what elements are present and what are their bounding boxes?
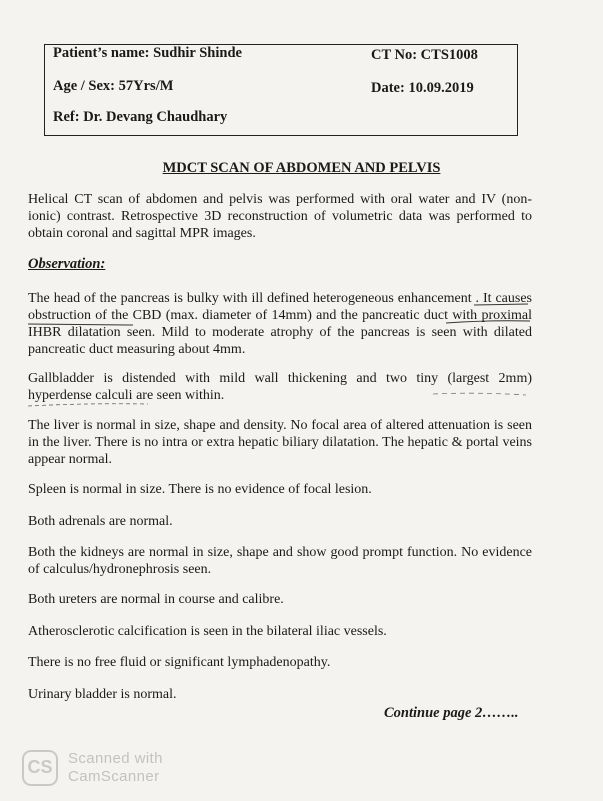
intro-paragraph: Helical CT scan of abdomen and pelvis was performed with oral water and IV (non-ionic) contrast. Retrospective 3D reconstruction of volumetric data was performed to obtain coronal and sagittal MPR images. <box>28 192 532 241</box>
finding-vessels: Atherosclerotic calcification is seen in the bilateral iliac vessels. <box>28 624 387 639</box>
finding-kidneys: Both the kidneys are normal in size, shape and show good prompt function. No evidence of calculus/hydronephrosis seen. <box>28 545 532 577</box>
camscanner-text: CamScanner <box>68 768 160 785</box>
observation-heading: Observation: <box>28 256 106 272</box>
pen-mark-causes <box>474 304 528 305</box>
camscanner-watermark <box>68 750 163 786</box>
finding-fluid: There is no free fluid or significant lymphadenopathy. <box>28 655 331 670</box>
pen-underline-marks <box>28 296 538 416</box>
pen-mark-proximal <box>446 321 530 323</box>
pen-mark-cbd <box>28 324 133 325</box>
finding-liver: The liver is normal in size, shape and density. No focal area of altered attenuation is seen in the liver. There is no intra or extra hepatic biliary dilatation. The hepatic & portal veins appear normal. <box>28 418 532 467</box>
finding-bladder: Urinary bladder is normal. <box>28 687 177 702</box>
camscanner-logo-icon: CS <box>22 750 58 786</box>
finding-ureters: Both ureters are normal in course and calibre. <box>28 592 284 607</box>
finding-pancreas: The head of the pancreas is bulky with ill defined heterogeneous enhancement . It causes obstruction of the CBD (max. diameter of 14mm) and the pancreatic duct with proximal IHBR dilatation seen. Mild to moderate atrophy of the pancreas is seen with dilated pancreatic duct measuring about 4mm. <box>28 291 532 357</box>
age-sex: Age / Sex: 57Yrs/M <box>53 78 174 94</box>
report-title-text: MDCT SCAN OF ABDOMEN AND PELVIS <box>162 160 441 176</box>
scanned-with-text: Scanned with <box>68 750 163 767</box>
ct-number: CT No: CTS1008 <box>371 47 478 63</box>
finding-gallbladder: Gallbladder is distended with mild wall thickening and two tiny (largest 2mm) hyperdense calculi are seen within. <box>28 371 532 403</box>
pen-mark-largest <box>433 393 526 395</box>
finding-adrenals: Both adrenals are normal. <box>28 514 173 529</box>
continue-note: Continue page 2…….. <box>384 705 519 721</box>
patient-name: Patient’s name: Sudhir Shinde <box>53 45 242 61</box>
report-date: Date: 10.09.2019 <box>371 80 474 96</box>
report-title <box>0 160 603 177</box>
finding-spleen: Spleen is normal in size. There is no evidence of focal lesion. <box>28 482 372 497</box>
referring-doctor: Ref: Dr. Devang Chaudhary <box>53 109 228 125</box>
patient-info-box <box>44 44 518 136</box>
pen-mark-hyperdense <box>28 404 148 406</box>
